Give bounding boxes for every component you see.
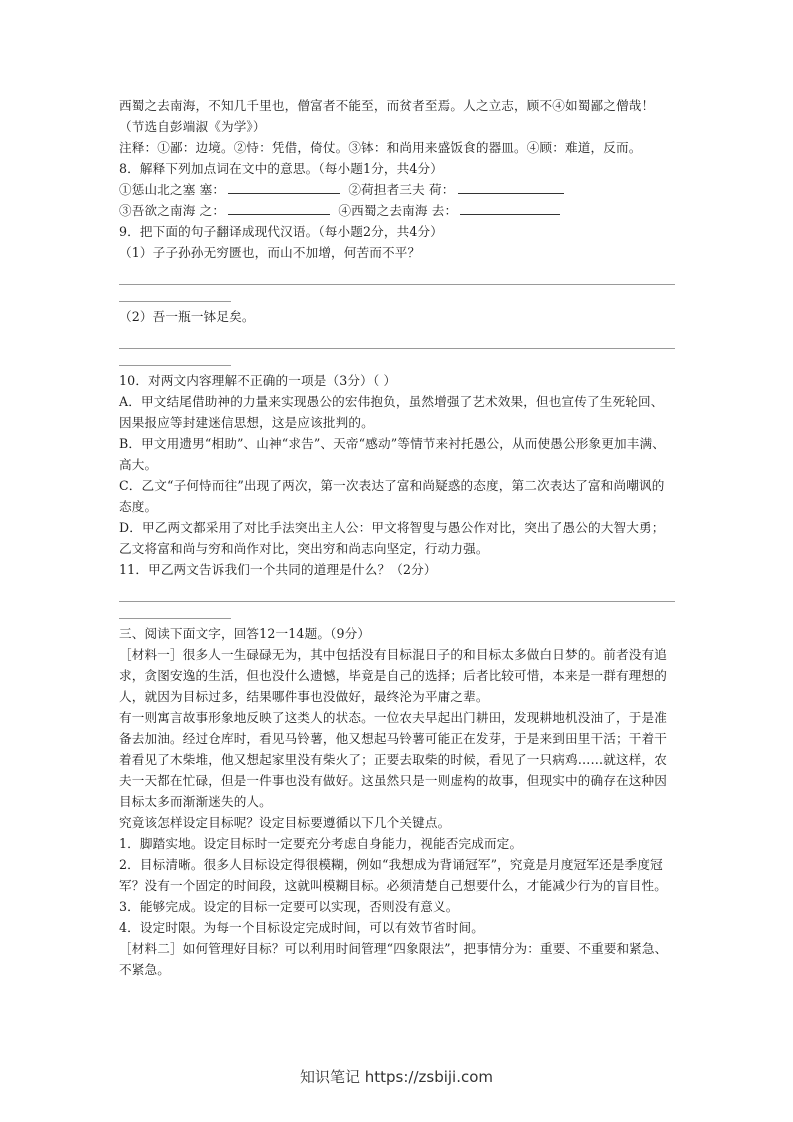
- key-point-4: 4．设定时限。为每一个目标设定完成时间，可以有效节省时间。: [119, 920, 484, 935]
- question-10-option-c: C．乙文“子何恃而往”出现了两次，第一次表达了富和尚疑惑的态度，第二次表达了富和尚嘲讽的态度。: [119, 478, 665, 514]
- answer-line[interactable]: [119, 266, 675, 285]
- answer-line-short[interactable]: [119, 285, 231, 302]
- document-body: [119, 95, 675, 980]
- site-watermark: 知识笔记 https://zsbiji.com: [299, 1068, 494, 1086]
- question-8-item-2: ②荷担者三夫 荷：: [348, 182, 455, 197]
- annotations: 注释：①鄙：边境。②恃：凭借，倚仗。③钵：和尚用来盛饭食的器皿。④顾：难道，反而。: [119, 140, 642, 155]
- answer-blank-2[interactable]: [458, 179, 564, 194]
- question-8-row-1: [119, 179, 675, 200]
- question-10-option-a: A．甲文结尾借助神的力量来实现愚公的宏伟抱负，虽然增强了艺术效果，但也宣传了生死轮回、因果报应等封建迷信思想，这是应该批判的。: [119, 394, 664, 430]
- question-10-stem: 10．对两文内容理解不正确的一项是（3分）（ ）: [119, 373, 397, 388]
- question-10-option-d: D．甲乙两文都采用了对比手法突出主人公：甲文将智叟与愚公作对比，突出了愚公的大智大勇；乙文将富和尚与穷和尚作对比，突出穷和尚志向坚定，行动力强。: [119, 520, 665, 556]
- answer-line-short[interactable]: [119, 602, 231, 619]
- question-11-stem: 11．甲乙两文告诉我们一个共同的道理是什么？（2分）: [119, 562, 437, 577]
- key-point-1: 1．脚踏实地。设定目标时一定要充分考虑自身能力，视能否完成而定。: [119, 836, 523, 851]
- question-8-stem: 8．解释下列加点词在文中的意思。（每小题1分，共4分）: [119, 161, 444, 176]
- question-9-sentence-1: （1）子子孙孙无穷匮也，而山不加增，何苦而不平？: [119, 245, 421, 260]
- material-2: ［材料二］如何管理好目标？可以利用时间管理“四象限法”，把事情分为：重要、不重要和紧急、不紧急。: [119, 941, 668, 977]
- answer-line[interactable]: [119, 330, 675, 349]
- key-point-2: 2．目标清晰。很多人目标设定得很模糊，例如“我想成为背诵冠军”，究竟是月度冠军还是季度冠军？没有一个固定的时间段，这就叫模糊目标。必须清楚自己想要什么，才能减少行为的盲目性。: [119, 857, 667, 893]
- question-10-option-b: B．甲文用遗男“相助”、山神“求告”、天帝“感动”等情节来衬托愚公，从而使愚公形象更加丰满、高大。: [119, 436, 665, 472]
- key-point-3: 3．能够完成。设定的目标一定要可以实现，否则没有意义。: [119, 899, 459, 914]
- key-points-intro: 究竟该怎样设定目标呢？设定目标要遵循以下几个关键点。: [119, 815, 451, 830]
- answer-line-short[interactable]: [119, 349, 231, 366]
- question-8-item-4: ④西蜀之去南海 去：: [338, 203, 458, 218]
- answer-line[interactable]: [119, 583, 675, 602]
- section-3-header: 三、阅读下面文字，回答12一14题。（9分）: [119, 626, 371, 641]
- answer-blank-1[interactable]: [228, 179, 340, 194]
- passage-end: 西蜀之去南海，不知几千里也，僧富者不能至，而贫者至焉。人之立志，顾不④如蜀鄙之僧哉！: [119, 98, 655, 113]
- question-8-row-2: [119, 200, 675, 221]
- question-8-item-3: ③吾欲之南海 之：: [119, 203, 226, 218]
- question-9-stem: 9．把下面的句子翻译成现代汉语。（每小题2分，共4分）: [119, 224, 444, 239]
- source-citation: （节选自彭端淑《为学》）: [119, 119, 266, 134]
- answer-blank-4[interactable]: [460, 200, 560, 215]
- fable-paragraph: 有一则寓言故事形象地反映了这类人的状态。一位农夫早起出门耕田，发现耕地机没油了，于是准备去加油。经过仓库时，看见马铃薯，他又想起马铃薯可能正在发芽，于是来到田里干活；干着干着看见了木柴堆，他又想起家里没有柴火了；正要去取柴的时候，看见了一只病鸡……就这样，农夫一天都在忙碌，但是一件事也没有做好。这虽然只是一则虚构的故事，但现实中的确存在这种因目标太多而渐渐迷失的人。: [119, 710, 667, 809]
- question-9-sentence-2: （2）吾一瓶一钵足矣。: [119, 309, 255, 324]
- material-1: ［材料一］很多人一生碌碌无为，其中包括没有目标混日子的和目标太多做白日梦的。前者没有追求，贪图安逸的生活，但也没什么遗憾，毕竟是自己的选择；后者比较可惜，本来是一群有理想的人，就因为目标过多，结果哪件事也没做好，最终沦为平庸之辈。: [119, 647, 667, 704]
- answer-blank-3[interactable]: [228, 200, 330, 215]
- question-8-item-1: ①惩山北之塞 塞：: [119, 182, 226, 197]
